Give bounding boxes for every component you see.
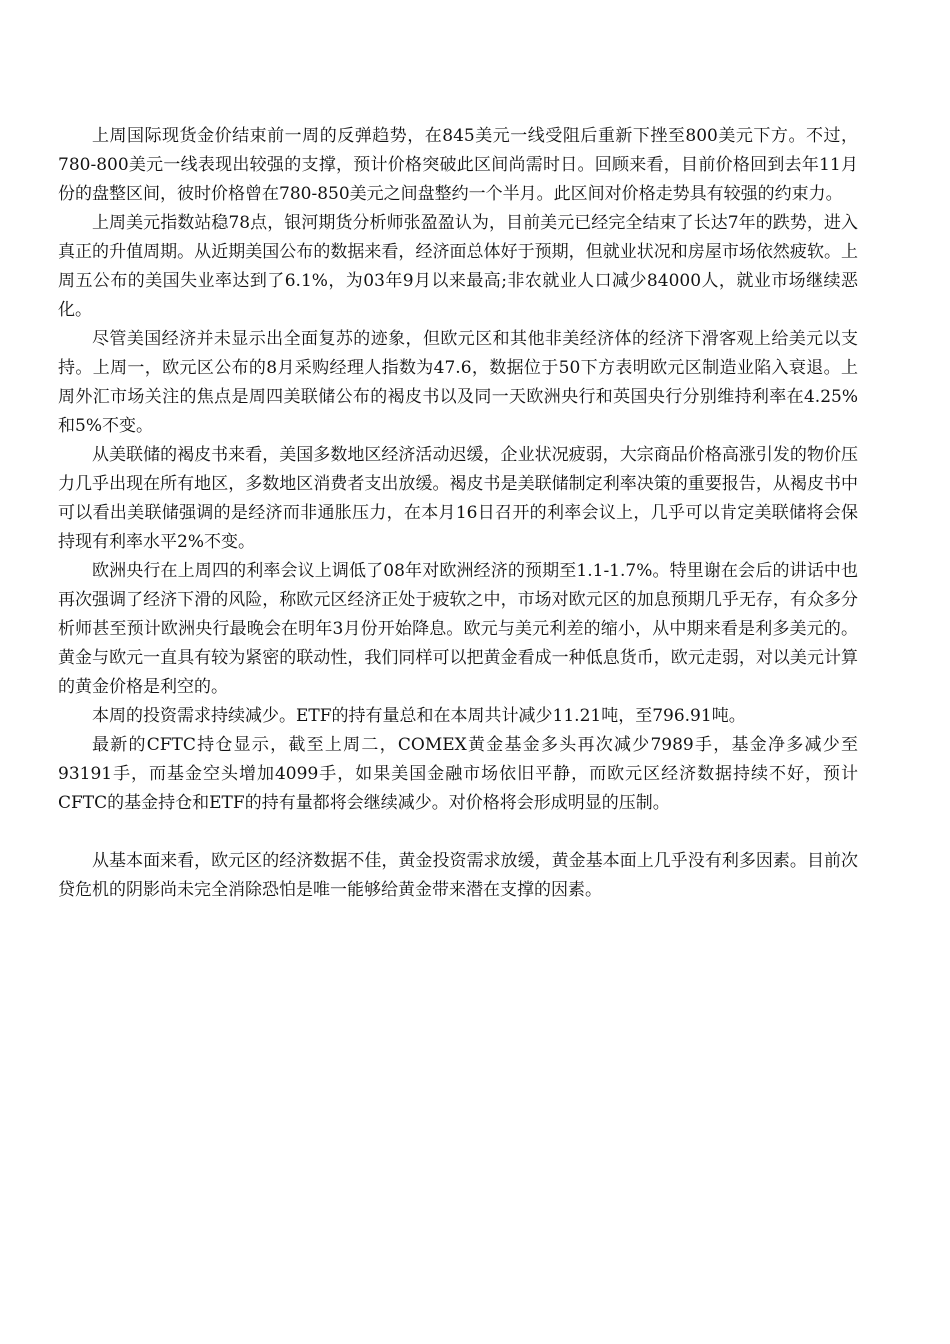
paragraph-cftc-positions: 最新的CFTC持仓显示，截至上周二，COMEX黄金基金多头再次减少7989手，基金净多减少至93191手，而基金空头增加4099手，如果美国金融市场依旧平静，而欧元区经济数据持续不好，预计CFTC的基金持仓和ETF的持有量都将会继续减少。对价格将会形成明显的压制。: [58, 735, 858, 813]
paragraph-fundamentals-summary: 从基本面来看，欧元区的经济数据不佳，黄金投资需求放缓，黄金基本面上几乎没有利多因素。目前次贷危机的阴影尚未完全消除恐怕是唯一能够给黄金带来潜在支撑的因素。: [58, 851, 858, 900]
paragraph-beige-book: 从美联储的褐皮书来看，美国多数地区经济活动迟缓，企业状况疲弱，大宗商品价格高涨引发的物价压力几乎出现在所有地区，多数地区消费者支出放缓。褐皮书是美联储制定利率决策的重要报告，从褐皮书中可以看出美联储强调的是经济而非通胀压力，在本月16日召开的利率会议上，几乎可以肯定美联储将会保持现有利率水平2%不变。: [58, 445, 858, 552]
paragraph-eurozone-economy: 尽管美国经济并未显示出全面复苏的迹象，但欧元区和其他非美经济体的经济下滑客观上给美元以支持。上周一，欧元区公布的8月采购经理人指数为47.6，数据位于50下方表明欧元区制造业陷入衰退。上周外汇市场关注的焦点是周四美联储公布的褐皮书以及同一天欧洲央行和英国央行分别维持利率在4.25%和5%不变。: [58, 329, 858, 436]
document-body: [58, 122, 858, 905]
paragraph-ecb-rate-meeting: 欧洲央行在上周四的利率会议上调低了08年对欧洲经济的预期至1.1-1.7%。特里谢在会后的讲话中也再次强调了经济下滑的风险，称欧元区经济正处于疲软之中，市场对欧元区的加息预期几乎无存，有众多分析师甚至预计欧洲央行最晚会在明年3月份开始降息。欧元与美元利差的缩小，从中期来看是利多美元的。黄金与欧元一直具有较为紧密的联动性，我们同样可以把黄金看成一种低息货币，欧元走弱，对以美元计算的黄金价格是利空的。: [58, 561, 858, 697]
paragraph-dollar-index: 上周美元指数站稳78点，银河期货分析师张盈盈认为，目前美元已经完全结束了长达7年的跌势，进入真正的升值周期。从近期美国公布的数据来看，经济面总体好于预期，但就业状况和房屋市场依然疲软。上周五公布的美国失业率达到了6.1%，为03年9月以来最高;非农就业人口减少84000人，就业市场继续恶化。: [58, 213, 858, 320]
paragraph-spacer: [58, 818, 858, 847]
paragraph-etf-holdings: 本周的投资需求持续减少。ETF的持有量总和在本周共计减少11.21吨，至796.91吨。: [92, 706, 746, 726]
paragraph-gold-price-review: 上周国际现货金价结束前一周的反弹趋势，在845美元一线受阻后重新下挫至800美元下方。不过，780-800美元一线表现出较强的支撑，预计价格突破此区间尚需时日。回顾来看，目前价格回到去年11月份的盘整区间，彼时价格曾在780-850美元之间盘整约一个半月。此区间对价格走势具有较强的约束力。: [58, 126, 858, 204]
